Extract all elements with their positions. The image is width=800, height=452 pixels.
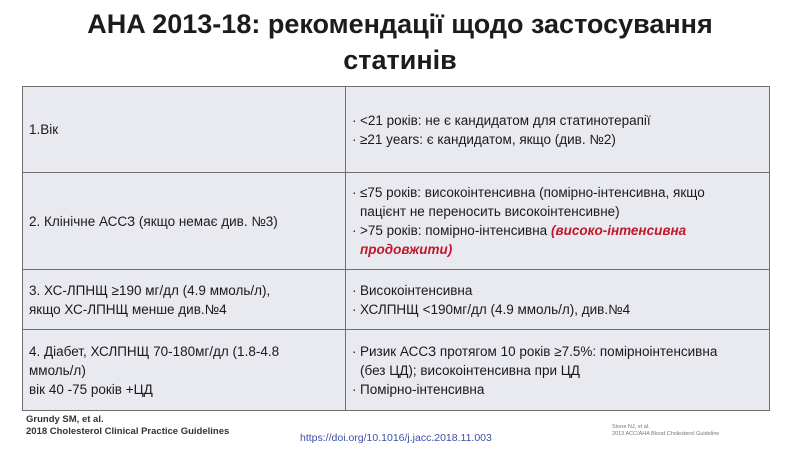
criterion-text: ммоль/л) [29, 362, 86, 378]
recommendation-cell [346, 330, 770, 411]
table-row [23, 330, 770, 411]
criterion-cell [23, 173, 346, 270]
recommendation-line: · Високоінтенсивна [352, 282, 473, 298]
recommendation-cell [346, 87, 770, 173]
table-row [23, 87, 770, 173]
recommendation-line: · Помірно-інтенсивна [352, 381, 485, 397]
doi-link[interactable]: https://doi.org/10.1016/j.jacc.2018.11.003 [300, 432, 492, 444]
highlight-text: продовжити) [360, 242, 453, 257]
slide-title [0, 6, 800, 78]
criterion-cell [23, 330, 346, 411]
recommendation-line: · <21 років: не є кандидатом для статинотерапії [352, 112, 651, 128]
recommendations-table [22, 86, 770, 411]
recommendation-line: · ХСЛПНЩ <190мг/дл (4.9 ммоль/л), див.№4 [352, 301, 631, 317]
citation [26, 414, 229, 438]
citation-title: 2018 Cholesterol Clinical Practice Guidelines [26, 426, 230, 437]
criterion-text: 4. Діабет, ХСЛПНЩ 70-180мг/дл (1.8-4.8 [29, 343, 280, 359]
title-line-2: статинів [343, 45, 457, 75]
recommendation-cell [346, 173, 770, 270]
recommendation-line: · ≤75 років: високоінтенсивна (помірно-інтенсивна, якщо [352, 185, 705, 200]
criterion-text: 3. ХС-ЛПНЩ ≥190 мг/дл (4.9 ммоль/л), [29, 282, 271, 298]
recommendation-line: · Ризик АССЗ протягом 10 років ≥7.5%: помірноінтенсивна [352, 343, 718, 359]
table-row [23, 173, 770, 270]
recommendation-line: · ≥21 years: є кандидатом, якщо (див. №2) [352, 131, 616, 147]
secondary-citation-authors: Stone NJ, et al. [612, 424, 650, 430]
citation-authors: Grundy SM, et al. [26, 414, 104, 425]
recommendation-line: пацієнт не переносить високоінтенсивне) [360, 204, 620, 219]
recommendation-line [352, 240, 763, 259]
criterion-cell [23, 270, 346, 330]
secondary-citation [612, 424, 719, 438]
recommendation-cell [346, 270, 770, 330]
criterion-text: 1.Вік [29, 122, 59, 137]
recommendation-line: · >75 років: помірно-інтенсивна (високо-інтенсивна [352, 223, 687, 238]
secondary-citation-title: 2013 ACC/AHA Blood Cholesterol Guideline [612, 431, 720, 437]
criterion-text: 2. Клінічне АССЗ (якщо немає див. №3) [29, 213, 278, 229]
highlight-text: (високо-інтенсивна [550, 223, 687, 238]
criterion-text: вік 40 -75 років +ЦД [29, 381, 153, 397]
criterion-cell [23, 87, 346, 173]
criterion-text: якщо ХС-ЛПНЩ менше див.№4 [29, 301, 227, 317]
recommendation-line: (без ЦД); високоінтенсивна при ЦД [360, 362, 580, 378]
title-line-1: AHA 2013-18: рекомендації щодо застосування [87, 9, 713, 39]
table-row [23, 270, 770, 330]
